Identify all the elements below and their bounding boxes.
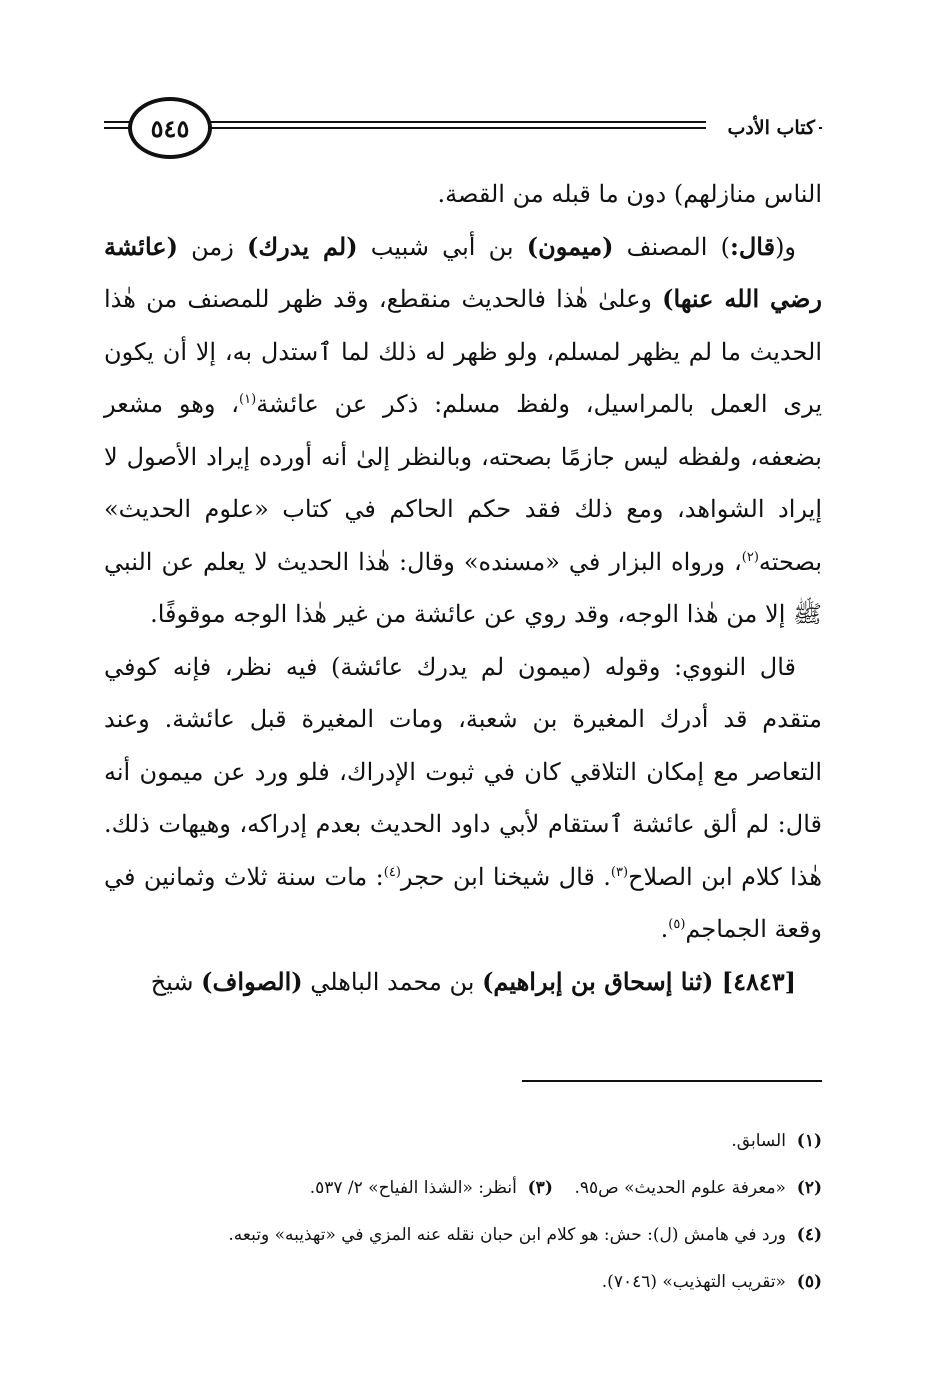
p2-bold-maymun: (ميمون) bbox=[526, 231, 614, 261]
p4-text-d: شيخ bbox=[150, 967, 202, 996]
p2-text-g: زمن bbox=[177, 232, 248, 261]
paragraph-1 bbox=[104, 168, 822, 221]
p2-text-k: ، ورواه البزار في «مسنده» وقال: هٰذا الحديث لا يعلم عن النبي ﷺ إلا من هٰذا الوجه، وقد روي عن عائشة من غير هٰذا الوجه موقوفًا. bbox=[104, 547, 822, 628]
footnote-1-number: (١) bbox=[796, 1131, 822, 1151]
paragraph-4 bbox=[104, 956, 822, 1009]
p2-text-i: وعلىٰ هٰذا فالحديث منقطع، وقد ظهر للمصنف من هٰذا الحديث ما لم يظهر لمسلم، ولو ظهر له ذلك لما ٱستدل به، إلا أن يكون يرى العمل بالمراسيل، ولفظ مسلم: ذكر عن عائشة bbox=[104, 285, 822, 418]
p2-bold-lam-yudrik: (لم يدرك) bbox=[247, 231, 358, 261]
p3-text-c: : مات سنة ثلاث وثمانين في وقعة الجماجم bbox=[104, 862, 822, 943]
page-header bbox=[0, 95, 941, 170]
footnote-2-text: «معرفة علوم الحديث» ص٩٥. bbox=[574, 1178, 786, 1198]
footnote-4 bbox=[104, 1212, 822, 1259]
p4-bold-sawwaf: (الصواف) bbox=[201, 966, 303, 996]
page-number-badge bbox=[128, 97, 212, 159]
footnote-3-number: (٣) bbox=[527, 1178, 553, 1198]
footnote-2-number: (٢) bbox=[796, 1178, 822, 1198]
footnote-5 bbox=[104, 1259, 822, 1306]
p2-bold-qal: قال: bbox=[729, 231, 776, 261]
p2-bold-aisha: (عائشة رضي الله عنها) bbox=[104, 231, 822, 313]
paragraph-1-text: الناس منازلهم) دون ما قبله من القصة. bbox=[437, 180, 822, 208]
footnote-ref-1[interactable]: (١) bbox=[239, 392, 257, 407]
p3-text-a: قال النووي: وقوله (ميمون لم يدرك عائشة) فيه نظر، فإنه كوفي متقدم قد أدرك المغيرة بن شعبة، ومات المغيرة قبل عائشة. وعند التعاصر مع إمكان التلاقي كان في ثبوت الإدراك، فلو ورد عن ميمون أنه قال: لم ألق عائشة ٱستقام لأبي داود الحديث بعدم إدراكه، وهيهات ذلك. هٰذا كلام ابن الصلاح bbox=[104, 652, 822, 891]
footnote-5-text: «تقريب التهذيب» (٧٠٤٦). bbox=[601, 1272, 786, 1292]
page-number: ٥٤٥ bbox=[150, 113, 190, 143]
footnote-3-text: أنظر: «الشذا الفياح» ٢/ ٥٣٧. bbox=[309, 1178, 517, 1198]
footnote-1-text: السابق. bbox=[731, 1131, 786, 1151]
header-rule-middle bbox=[206, 121, 706, 123]
footnote-4-text: ورد في هامش (ل): حش: هو كلام ابن حبان نقله عنه المزي في «تهذيبه» وتبعه. bbox=[228, 1225, 786, 1245]
paragraph-2 bbox=[104, 221, 822, 641]
footnote-4-number: (٤) bbox=[796, 1225, 822, 1245]
footnote-ref-5[interactable]: (٥) bbox=[668, 917, 686, 932]
footnote-ref-3[interactable]: (٣) bbox=[610, 864, 629, 880]
p3-text-d: . bbox=[660, 915, 669, 943]
footnote-separator bbox=[522, 1080, 822, 1082]
p2-text-c: ) المصنف bbox=[613, 232, 730, 261]
p2-text-a: و( bbox=[775, 232, 797, 261]
footnote-5-number: (٥) bbox=[796, 1272, 822, 1292]
footnotes bbox=[104, 1118, 822, 1306]
p4-bold-hadith-number: [٤٨٤٣] (ثنا إسحاق بن إبراهيم) bbox=[482, 966, 796, 996]
footnote-ref-4[interactable]: (٤) bbox=[383, 864, 401, 880]
main-text bbox=[104, 168, 822, 1008]
paragraph-3 bbox=[104, 641, 822, 956]
p2-text-e: بن أبي شبيب bbox=[357, 232, 527, 261]
p3-text-b: . قال شيخنا ابن حجر bbox=[400, 862, 611, 891]
header-rule-middle-lower bbox=[206, 127, 706, 129]
p4-text-b: بن محمد الباهلي bbox=[302, 967, 483, 996]
p2-text-j: ، وهو مشعر بضعفه، ولفظه ليس جازمًا بصحته، وبالنظر إلىٰ أنه أورده إيراد الأصول لا إيراد الشواهد، ومع ذلك فقد حكم الحاكم في كتاب «علوم الحديث» بصحته bbox=[104, 390, 822, 576]
footnote-2 bbox=[104, 1165, 822, 1212]
footnote-1 bbox=[104, 1118, 822, 1165]
running-title: كتاب الأدب bbox=[723, 117, 819, 139]
footnote-ref-2[interactable]: (٢) bbox=[741, 549, 759, 565]
